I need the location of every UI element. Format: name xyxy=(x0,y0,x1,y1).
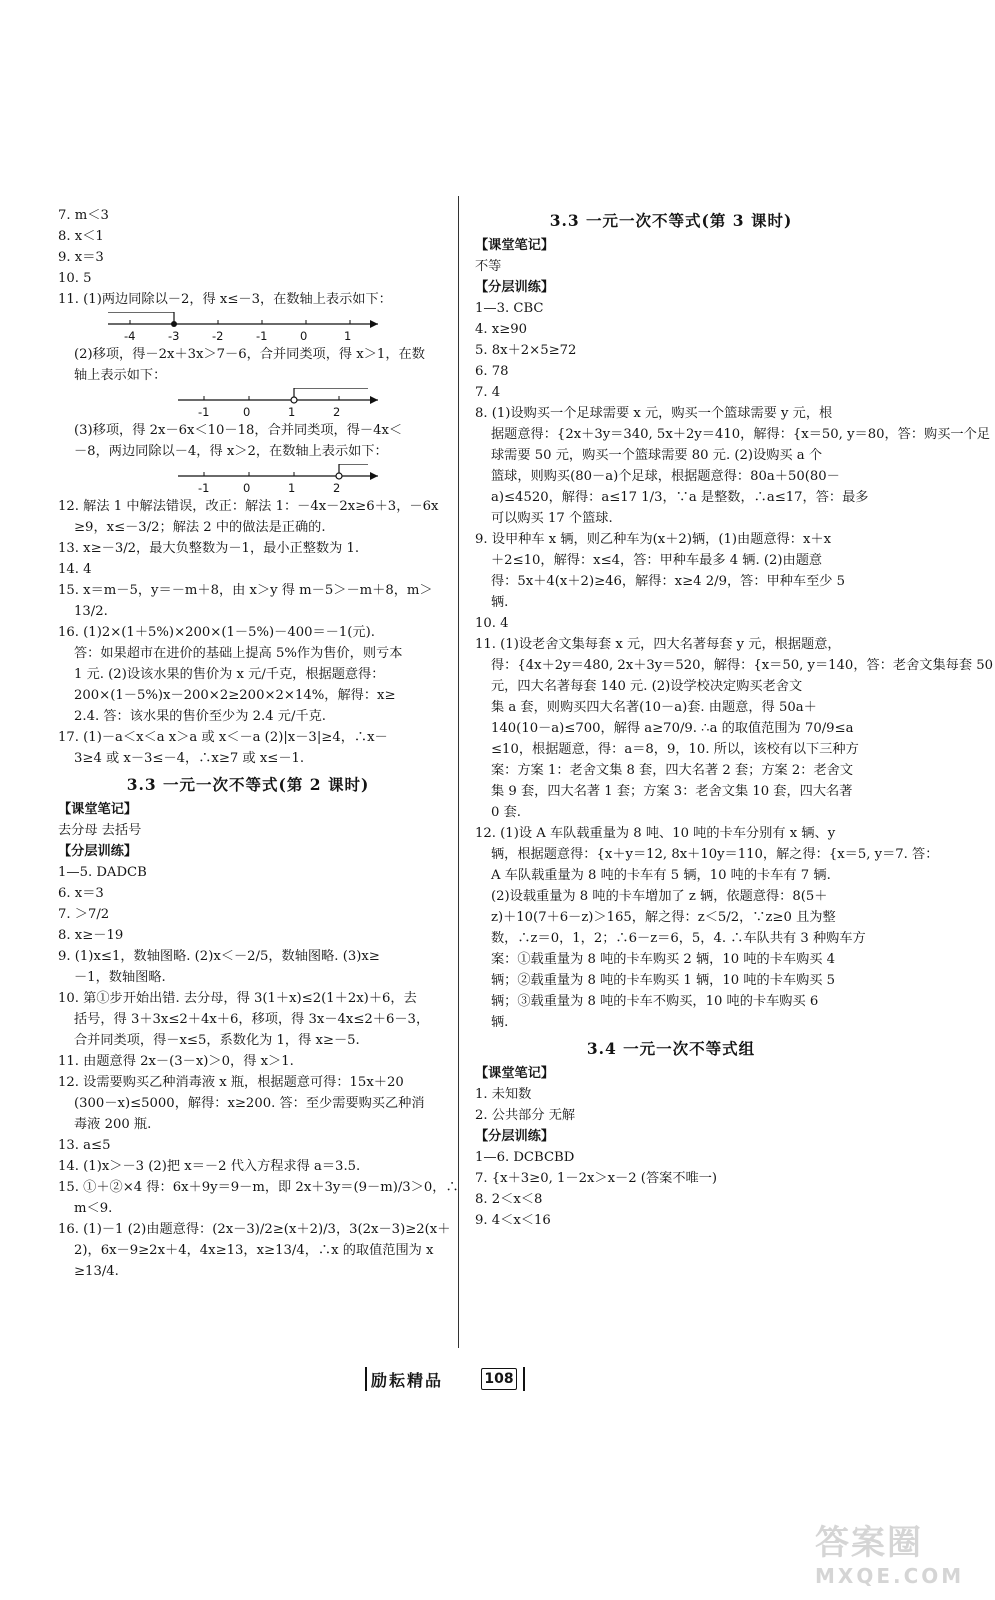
tick-label: 2 xyxy=(333,481,341,495)
answer-line: 球需要 50 元，购买一个篮球需要 80 元. (2)设购买 a 个 xyxy=(491,448,823,463)
answer-line: 1—5. DADCB xyxy=(58,865,147,880)
watermark-logo xyxy=(815,1515,985,1588)
axis-arrow-icon xyxy=(370,320,378,328)
section-heading: 3.3 一元一次不等式(第 2 课时) xyxy=(126,775,370,794)
answer-line: 9. (1)x≤1，数轴图略. (2)x＜－2/5，数轴图略. (3)x≥ xyxy=(58,949,380,964)
answer-line: 合并同类项，得－x≤5，系数化为 1，得 x≥－5. xyxy=(74,1033,360,1048)
tick-label: 2 xyxy=(333,405,341,419)
answer-line: 得：5x＋4(x＋2)≥46，解得：x≥4 2/9，答：甲种车至少 5 xyxy=(491,574,846,589)
answer-line: (2)设载重量为 8 吨的卡车增加了 z 辆，依题意得：8(5＋ xyxy=(491,889,828,904)
tick-label: -2 xyxy=(212,329,224,343)
answer-line: (2)移项，得－2x＋3x＞7－6，合并同类项，得 x＞1，在数 xyxy=(74,347,425,362)
tick-label: 0 xyxy=(243,405,251,419)
answer-line: 括号，得 3＋3x≤2＋4x＋6，移项，得 3x－4x≤2＋6－3， xyxy=(74,1012,430,1027)
answer-line: 集 a 套，则购买四大名著(10－a)套. 由题意，得 50a＋ xyxy=(491,700,817,715)
footer-bar-right xyxy=(523,1367,525,1391)
tick-label: -3 xyxy=(168,329,180,343)
right-answer-column xyxy=(475,205,993,1231)
answer-line: ≥9，x≤－3/2；解法 2 中的做法是正确的. xyxy=(74,520,326,535)
tick-label: 1 xyxy=(288,481,296,495)
solution-ray xyxy=(339,464,368,476)
answer-line: ＋2≤10，解得：x≤4，答：甲种车最多 4 辆. (2)由题意 xyxy=(491,553,823,568)
answer-line: m＜9. xyxy=(74,1201,113,1216)
answer-line: ≥13/4. xyxy=(74,1264,119,1279)
answer-line: －8，两边同除以－4，得 x＞2，在数轴上表示如下： xyxy=(74,444,388,459)
answer-line: 9. x＝3 xyxy=(58,250,104,265)
axis-arrow-icon xyxy=(370,396,378,404)
answer-line: 13. a≤5 xyxy=(58,1138,111,1153)
solution-ray xyxy=(108,312,174,324)
answer-line: 15. x＝m－5，y＝－m＋8，由 x＞y 得 m－5＞－m＋8，m＞ xyxy=(58,583,433,598)
answer-line: 140(10－a)≤700，解得 a≥70/9. ∴a 的取值范围为 70/9≤a xyxy=(491,721,854,736)
watermark-text: 答案圈 xyxy=(815,1523,923,1563)
answer-line: (3)移项，得 2x－6x＜10－18，合并同类项，得－4x＜ xyxy=(74,423,403,438)
number-line-numline2 xyxy=(58,388,438,419)
answer-line: 1. 未知数 xyxy=(475,1087,532,1102)
answer-line: 辆；②载重量为 8 吨的卡车购买 1 辆，10 吨的卡车购买 5 xyxy=(491,973,836,988)
answer-line: 7. ＞7/2 xyxy=(58,907,110,922)
page-footer xyxy=(365,1367,555,1391)
answer-line: 5. 8x＋2×5≥72 xyxy=(475,343,577,358)
answer-line: 元，四大名著每套 140 元. (2)设学校决定购买老舍文 xyxy=(491,679,803,694)
tick-label: -4 xyxy=(124,329,136,343)
number-line-numline3 xyxy=(58,464,438,495)
page-number: 108 xyxy=(481,1368,517,1390)
answer-line: 辆. xyxy=(491,1015,509,1030)
answer-line: 8. x＜1 xyxy=(58,229,104,244)
answer-line: 12. 设需要购买乙种消毒液 x 瓶，根据题意可得：15x＋20 xyxy=(58,1075,404,1090)
answer-line: 15. ①＋②×4 得：6x＋9y＝9－m，即 2x＋3y＝(9－m)/3＞0，∴ xyxy=(58,1180,459,1195)
answer-line: 6. x＝3 xyxy=(58,886,104,901)
tick-label: -1 xyxy=(198,481,210,495)
answer-line: 据题意得：{2x＋3y＝340, 5x＋2y＝410，解得：{x＝50, y＝80，答：购买一个足 xyxy=(491,427,990,442)
answer-line: 13. x≥－3/2，最大负整数为－1，最小正整数为 1. xyxy=(58,541,360,556)
answer-line: 1 元. (2)设该水果的售价为 x 元/千克，根据题意得： xyxy=(74,667,385,682)
answer-line: 8. x≥－19 xyxy=(58,928,124,943)
subsection-label: 【课堂笔记】 xyxy=(475,1066,555,1081)
answer-line: 数，∴z＝0，1，2；∴6－z＝6，5，4. ∴车队共有 3 种购车方 xyxy=(491,931,866,946)
answer-line: 17. (1)－a＜x＜a x＞a 或 x＜－a (2)|x－3|≥4，∴x－ xyxy=(58,730,388,745)
tick-label: 1 xyxy=(288,405,296,419)
answer-line: 14. (1)x＞－3 (2)把 x＝－2 代入方程求得 a＝3.5. xyxy=(58,1159,361,1174)
watermark-url: MXQE.COM xyxy=(815,1564,965,1588)
tick-label: 0 xyxy=(243,481,251,495)
answer-line: ≤10，根据题意，得：a＝8，9，10. 所以，该校有以下三种方 xyxy=(491,742,859,757)
answer-line: 去分母 去括号 xyxy=(58,823,142,838)
answer-line: 辆. xyxy=(491,595,509,610)
answer-line: 16. (1)2×(1＋5%)×200×(1－5%)－400＝－1(元). xyxy=(58,625,375,640)
tick-label: -1 xyxy=(256,329,268,343)
number-line-numline1 xyxy=(58,312,438,343)
answer-line: 案：①载重量为 8 吨的卡车购买 2 辆，10 吨的卡车购买 4 xyxy=(491,952,836,967)
answer-line: 10. 4 xyxy=(475,616,509,631)
answer-line: z)＋10(7＋6－z)＞165，解之得：z＜5/2，∵z≥0 且为整 xyxy=(491,910,836,925)
answer-line: 篮球，则购买(80－a)个足球，根据题意得：80a＋50(80－ xyxy=(491,469,840,484)
answer-line: 7. {x＋3≥0, 1－2x＞x－2 (答案不唯一) xyxy=(475,1171,718,1186)
answer-line: 16. (1)－1 (2)由题意得：(2x－3)/2≥(x＋2)/3，3(2x－3)≥2(x＋ xyxy=(58,1222,451,1237)
axis-arrow-icon xyxy=(370,472,378,480)
answer-line: 6. 78 xyxy=(475,364,509,379)
answer-line: 辆；③载重量为 8 吨的卡车不购买，10 吨的卡车购买 6 xyxy=(491,994,819,1009)
subsection-label: 【分层训练】 xyxy=(475,1129,555,1144)
answer-line: 14. 4 xyxy=(58,562,92,577)
answer-line: 1—6. DCBCBD xyxy=(475,1150,575,1165)
tick-label: -1 xyxy=(198,405,210,419)
answer-line: 2.4. 答：该水果的售价至少为 2.4 元/千克. xyxy=(74,709,326,724)
answer-line: 9. 4＜x＜16 xyxy=(475,1213,551,1228)
answer-line: 13/2. xyxy=(74,604,108,619)
answer-line: 10. 5 xyxy=(58,271,92,286)
answer-line: 集 9 套，四大名著 1 套；方案 3：老舍文集 10 套，四大名著 xyxy=(491,784,853,799)
subsection-label: 【分层训练】 xyxy=(58,844,138,859)
answer-line: 3≥4 或 x－3≤－4，∴x≥7 或 x≤－1. xyxy=(74,751,305,766)
answer-line: 7. m＜3 xyxy=(58,208,109,223)
answer-line: 轴上表示如下： xyxy=(74,368,167,383)
subsection-label: 【课堂笔记】 xyxy=(475,238,555,253)
answer-line: 答：如果超市在进价的基础上提高 5%作为售价，则亏本 xyxy=(74,646,403,661)
left-answer-column xyxy=(58,205,459,1282)
answer-line: 2. 公共部分 无解 xyxy=(475,1108,576,1123)
answer-line: 可以购买 17 个篮球. xyxy=(491,511,613,526)
answer-line: 12. (1)设 A 车队载重量为 8 吨、10 吨的卡车分别有 x 辆、y xyxy=(475,826,836,841)
answer-line: 7. 4 xyxy=(475,385,501,400)
answer-line: －1，数轴图略. xyxy=(74,970,166,985)
answer-line: 不等 xyxy=(475,259,502,274)
answer-line: 12. 解法 1 中解法错误，改正：解法 1：－4x－2x≥6＋3，－6x xyxy=(58,499,439,514)
answer-line: 11. (1)两边同除以－2，得 x≤－3，在数轴上表示如下： xyxy=(58,292,392,307)
tick-label: 1 xyxy=(344,329,352,343)
answer-line: 8. 2＜x＜8 xyxy=(475,1192,543,1207)
column-divider xyxy=(458,196,459,1348)
answer-line: 得：{4x＋2y＝480, 2x＋3y＝520，解得：{x＝50, y＝140，答：老舍文集每套 50 xyxy=(491,658,993,673)
answer-line: 毒液 200 瓶. xyxy=(74,1117,152,1132)
section-heading: 3.4 一元一次不等式组 xyxy=(586,1039,756,1058)
answer-line: 案：方案 1：老舍文集 8 套，四大名著 2 套；方案 2：老舍文 xyxy=(491,763,854,778)
subsection-label: 【分层训练】 xyxy=(475,280,555,295)
answer-line: 辆，根据题意得：{x＋y＝12, 8x＋10y＝110，解之得：{x＝5, y＝7. 答： xyxy=(491,847,939,862)
brand-logo: 励耘精品 xyxy=(371,1371,444,1390)
answer-line: 4. x≥90 xyxy=(475,322,528,337)
answer-line: (300－x)≤5000，解得：x≥200. 答：至少需要购买乙种消 xyxy=(74,1096,425,1111)
answer-line: 10. 第①步开始出错. 去分母，得 3(1＋x)≤2(1＋2x)＋6，去 xyxy=(58,991,417,1006)
solution-ray xyxy=(294,388,368,400)
answer-line: 9. 设甲种车 x 辆，则乙种车为(x＋2)辆，(1)由题意得：x＋x xyxy=(475,532,832,547)
answer-line: A 车队载重量为 8 吨的卡车有 5 辆，10 吨的卡车有 7 辆. xyxy=(491,868,831,883)
footer-bar-left xyxy=(365,1367,367,1391)
answer-line: 1—3. CBC xyxy=(475,301,544,316)
answer-line: 200×(1－5%)x－200×2≥200×2×14%，解得：x≥ xyxy=(74,688,396,703)
section-heading: 3.3 一元一次不等式(第 3 课时) xyxy=(549,211,793,230)
answer-line: a)≤4520，解得：a≤17 1/3，∵a 是整数，∴a≤17，答：最多 xyxy=(491,490,869,505)
answer-line: 11. 由题意得 2x－(3－x)＞0，得 x＞1. xyxy=(58,1054,294,1069)
answer-line: 8. (1)设购买一个足球需要 x 元，购买一个篮球需要 y 元，根 xyxy=(475,406,833,421)
answer-line: 0 套. xyxy=(491,805,521,820)
answer-line: 11. (1)设老舍文集每套 x 元，四大名著每套 y 元，根据题意， xyxy=(475,637,841,652)
tick-label: 0 xyxy=(300,329,308,343)
subsection-label: 【课堂笔记】 xyxy=(58,802,138,817)
answer-line: 2)，6x－9≥2x＋4，4x≥13，x≥13/4，∴x 的取值范围为 x xyxy=(74,1243,434,1258)
